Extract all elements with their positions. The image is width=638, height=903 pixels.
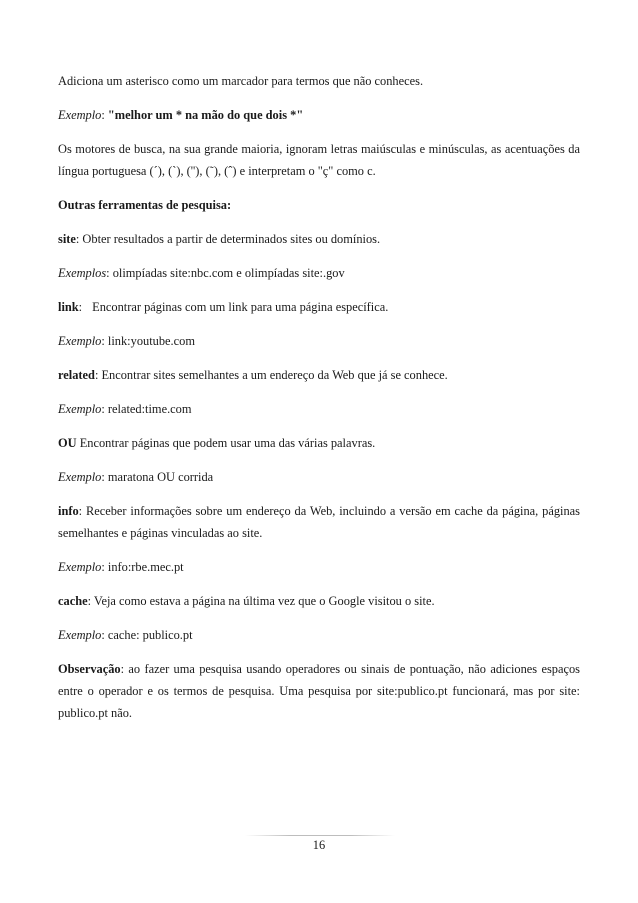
tool-term: cache [58,594,88,608]
example-label: Exemplo [58,334,102,348]
tool-term: site [58,232,76,246]
tool-description: : Receber informações sobre um endereço da Web, incluindo a versão em cache da página, páginas semelhantes e páginas vinculadas ao site. [58,504,580,540]
tool-description: : Encontrar sites semelhantes a um endereço da Web que já se conhece. [94,368,448,382]
tool-description: : Obter resultados a partir de determinados sites ou domínios. [75,232,381,246]
tool-info [58,500,580,544]
tool-related [58,364,580,386]
document-page [58,70,580,736]
tool-term: OU [58,436,77,450]
search-engines-text: Os motores de busca, na sua grande maioria, ignoram letras maiúsculas e minúsculas, as acentuações da língua portuguesa (´), (`), (''), (˜), (ˆ) e interpretam o "ç" como c. [58,142,580,178]
page-number: 16 [312,838,326,852]
tool-description: : [78,300,83,314]
example-value: : related:time.com [101,402,192,416]
example-value: : cache: publico.pt [101,628,193,642]
tool-link [58,296,580,318]
example-label: Exemplo [58,108,102,122]
tool-link-example [58,330,580,352]
note-term: Observação [58,662,121,676]
tool-related-example [58,398,580,420]
tool-term: link [58,300,79,314]
example-label: Exemplos [58,266,107,280]
tool-cache-example [58,624,580,646]
tool-description: : Veja como estava a página na última vez que o Google visitou o site. [87,594,435,608]
tool-cache [58,590,580,612]
tool-description-rest: Encontrar páginas com um link para uma página específica. [92,300,389,314]
note-paragraph [58,658,580,724]
example-value: "melhor um * na mão do que dois *" [107,108,304,122]
tool-info-example [58,556,580,578]
example-asterisk [58,104,580,126]
tool-term: related [58,368,95,382]
example-label: Exemplo [58,628,102,642]
example-value: : info:rbe.mec.pt [101,560,184,574]
example-value: : olimpíadas site:nbc.com e olimpíadas site:.gov [106,266,345,280]
tool-site-example [58,262,580,284]
tool-description: Encontrar páginas que podem usar uma das várias palavras. [76,436,376,450]
example-label: Exemplo [58,470,102,484]
search-engines-paragraph [58,138,580,182]
tool-ou [58,432,580,454]
note-text: : ao fazer uma pesquisa usando operadores ou sinais de pontuação, não adiciones espaços entre o operador e os termos de pesquisa. Uma pesquisa por site:publico.pt funcionará, mas por site: publico.pt não. [58,662,580,720]
section-heading-text: Outras ferramentas de pesquisa: [58,198,232,212]
example-value: : link:youtube.com [101,334,195,348]
tool-site [58,228,580,250]
section-heading [58,194,580,216]
asterisk-text: Adiciona um asterisco como um marcador para termos que não conheces. [58,74,424,88]
example-separator: : [101,108,108,122]
tool-ou-example [58,466,580,488]
tool-term: info [58,504,79,518]
example-label: Exemplo [58,402,102,416]
asterisk-paragraph [58,70,580,92]
footer-divider [245,835,395,836]
example-label: Exemplo [58,560,102,574]
example-value: : maratona OU corrida [101,470,214,484]
